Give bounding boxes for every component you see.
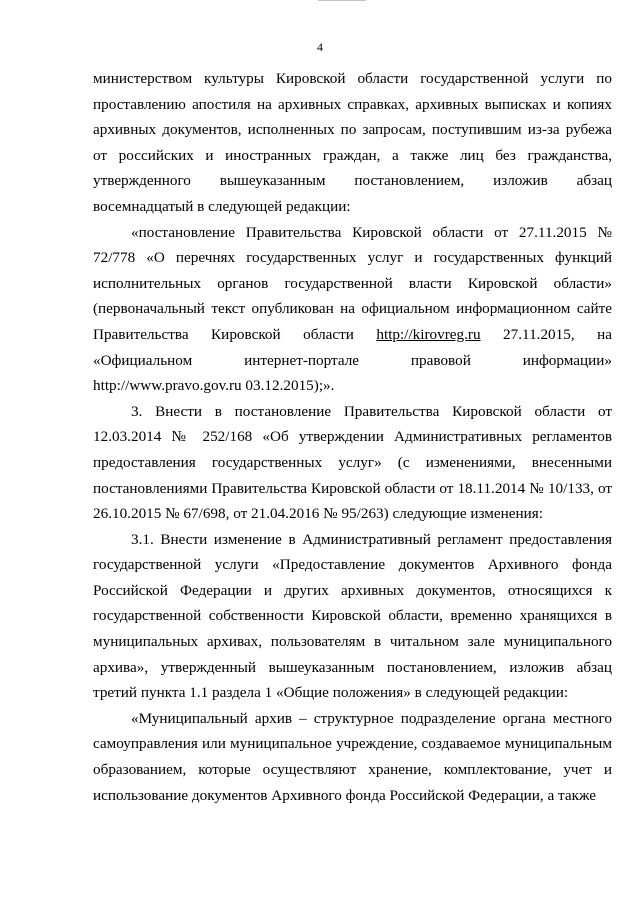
- paragraph-5: «Муниципальный архив – структурное подразделение органа местного самоуправления или муниципальное учреждение, создаваемое муниципальным образованием, которые осуществляют хранение, комплектование, учет и использование документов Архивного фонда Российской Федерации, а также: [93, 709, 612, 804]
- paragraph-2-tail: 27.11.2015, на «Официальном интернет-портале правовой информации» http://www.pravo.gov.ru 03.12.2015);».: [93, 325, 612, 395]
- kirovreg-link[interactable]: http://kirovreg.ru: [376, 325, 481, 343]
- paragraph-2: [93, 220, 612, 399]
- document-body: [93, 66, 612, 808]
- paragraph-4: 3.1. Внести изменение в Административный регламент предоставления государственной услуги «Предоставление документов Архивного фонда Российской Федерации и других архивных документов, относящихся к государственной собственности Кировской области, временно хранящихся в муниципальных архивах, пользователям в читальном зале муниципального архива», утвержденный вышеуказанным постановлением, изложив абзац третий пункта 1.1 раздела 1 «Общие положения» в следующей редакции:: [93, 530, 612, 702]
- paragraph-2-text: «постановление Правительства Кировской области от 27.11.2015 № 72/778 «О перечнях государственных услуг и государственных функций исполнительных органов государственной власти Кировской области» (первоначальный текст опубликован на официальном информационном сайте Правительства Кировской области: [93, 223, 612, 343]
- scan-artifact: [318, 0, 366, 3]
- paragraph-1: министерством культуры Кировской области государственной услуги по проставлению апостиля на архивных справках, архивных выписках и копиях архивных документов, исполненных по запросам, поступившим из-за рубежа от российских и иностранных граждан, а также лиц без гражданства, утвержденного вышеуказанным постановлением, изложив абзац восемнадцатый в следующей редакции:: [93, 70, 612, 215]
- paragraph-3: 3. Внести в постановление Правительства Кировской области от 12.03.2014 № 252/168 «Об утверждении Административных регламентов предоставления государственных услуг» (с изменениями, внесенными постановлениями Правительства Кировской области от 18.11.2014 № 10/133, от 26.10.2015 № 67/698, от 21.04.2016 № 95/263) следующие изменения:: [93, 402, 612, 523]
- page-number: 4: [317, 40, 323, 54]
